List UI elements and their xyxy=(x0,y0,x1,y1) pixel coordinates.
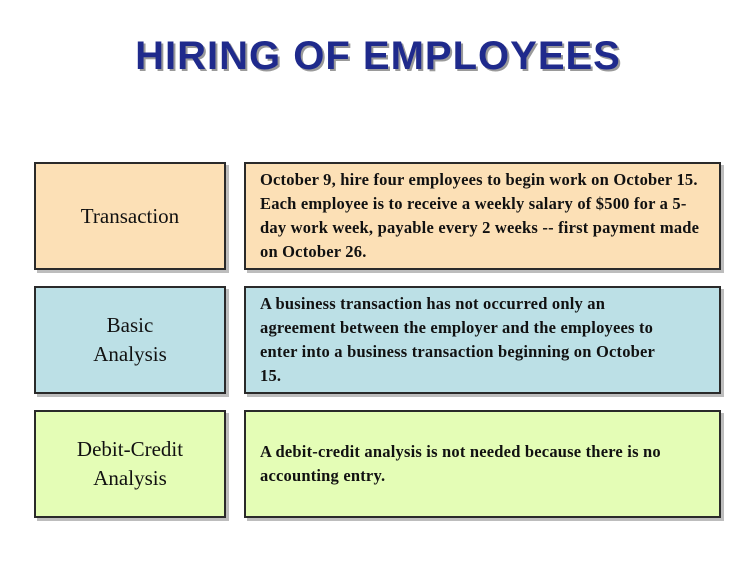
transaction-label-box xyxy=(34,162,226,270)
debit-credit-description-box xyxy=(244,410,721,518)
debit-credit-label-box xyxy=(34,410,226,518)
transaction-description-box xyxy=(244,162,721,270)
basic-analysis-description-box xyxy=(244,286,721,394)
debit-credit-description: A debit-credit analysis is not needed because there is no accounting entry. xyxy=(260,442,661,485)
basic-analysis-description: A business transaction has not occurred only an agreement between the employer and the employees to enter into a business transaction beginning on October 15. xyxy=(260,294,655,385)
basic-analysis-label-box xyxy=(34,286,226,394)
basic-analysis-label: Basic Analysis xyxy=(93,313,167,366)
debit-credit-label: Debit-Credit Analysis xyxy=(76,437,184,490)
page-title: HIRING OF EMPLOYEES xyxy=(135,34,621,78)
transaction-label: Transaction xyxy=(80,203,180,228)
transaction-description: October 9, hire four employees to begin work on October 15. Each employee is to receive a weekly salary of $500 for a 5-day work week, payable every 2 weeks -- first payment made on October 26. xyxy=(260,170,700,261)
